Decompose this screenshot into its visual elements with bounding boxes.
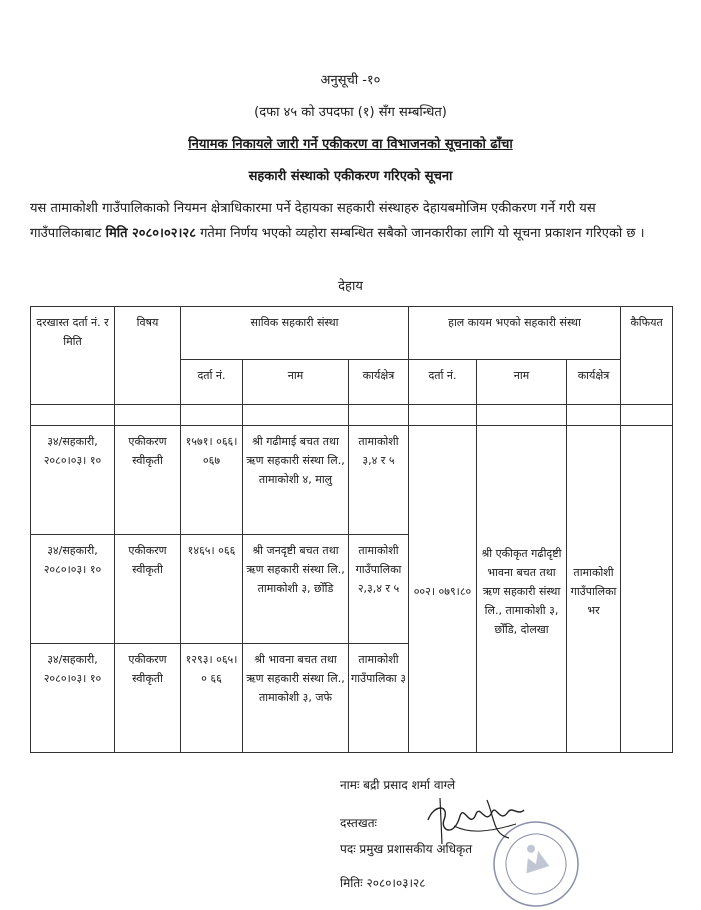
current-area: तामाकोशी गाउँपालिका भर xyxy=(567,426,621,753)
row-former-name: श्री भावना बचत तथा ऋण सहकारी संस्था लि., तामाकोशी ३, जफे xyxy=(243,644,349,753)
schedule-title: अनुसूची -१० xyxy=(320,73,381,88)
row-application: ३४/सहकारी, २०८०।०३। १० xyxy=(31,535,115,644)
header-former-reg: दर्ता नं. xyxy=(181,360,243,405)
table-row xyxy=(31,426,673,535)
row-application: ३४/सहकारी, २०८०।०३। १० xyxy=(31,644,115,753)
current-name: श्री एकीकृत गढीदृष्टी भावना बचत तथा ऋण सहकारी संस्था लि., तामाकोशी ३, छोँडि, दोलखा xyxy=(477,426,567,753)
signatory-name: नामः बद्री प्रसाद शर्मा वाग्ले xyxy=(340,778,456,792)
header-current-name: नाम xyxy=(477,360,567,405)
row-former-reg: १२९३। ०६५।० ६६ xyxy=(181,644,243,753)
header-remarks: कैफियत xyxy=(621,307,673,405)
row-subject: एकीकरण स्वीकृती xyxy=(115,644,181,753)
signature-label: दस्तखतः xyxy=(340,816,377,830)
cooperative-table xyxy=(30,306,673,753)
row-former-name: श्री गढीमाई बचत तथा ऋण सहकारी संस्था लि., तामाकोशी ४, मालु xyxy=(243,426,349,535)
header-application: दरखास्त दर्ता नं. र मिति xyxy=(31,307,115,405)
clause-reference: (दफा ४५ को उपदफा (१) सँग सम्बन्धित) xyxy=(254,105,447,120)
row-former-area: तामाकोशी ३,४ र ५ xyxy=(349,426,409,535)
signature-date: मितिः २०८०।०३।२८ xyxy=(340,876,426,890)
row-subject: एकीकरण स्वीकृती xyxy=(115,535,181,644)
header-former-name: नाम xyxy=(243,360,349,405)
remarks-cell xyxy=(621,426,673,753)
header-current-group: हाल कायम भएको सहकारी संस्था xyxy=(409,307,621,360)
row-former-name: श्री जनदृष्टी बचत तथा ऋण सहकारी संस्था लि., तामाकोशी ३, छोँडि xyxy=(243,535,349,644)
header-current-reg: दर्ता नं. xyxy=(409,360,477,405)
header-current-area: कार्यक्षेत्र xyxy=(567,360,621,405)
row-former-reg: १५७१। ०६६। ०६७ xyxy=(181,426,243,535)
notice-paragraph xyxy=(30,196,670,246)
row-former-reg: १४६५। ०६६ xyxy=(181,535,243,644)
signatory-post: पदः प्रमुख प्रशासकीय अधिकृत xyxy=(340,842,473,856)
row-application: ३४/सहकारी, २०८०।०३। १० xyxy=(31,426,115,535)
current-reg: ००२। ०७९।८० xyxy=(409,426,477,753)
paragraph-part-1: यस तामाकोशी गाउँपालिकाको नियमन क्षेत्राधिकारमा पर्ने देहायका सहकारी संस्थाहरु देहायबमोजिम एकीकरण गर्ने गरी यस गाउँपालिकाबाट xyxy=(30,201,596,241)
notice-heading: सहकारी संस्थाको एकीकरण गरिएको सूचना xyxy=(248,169,453,184)
template-heading: नियामक निकायले जारी गर्ने एकीकरण वा विभाजनको सूचनाको ढाँचा xyxy=(188,137,513,152)
header-former-area: कार्यक्षेत्र xyxy=(349,360,409,405)
signature-tick-mark xyxy=(485,790,515,840)
row-former-area: तामाकोशी गाउँपालिका २,३,४ र ५ xyxy=(349,535,409,644)
row-subject: एकीकरण स्वीकृती xyxy=(115,426,181,535)
header-subject: विषय xyxy=(115,307,181,405)
table-header-row xyxy=(31,307,673,360)
paragraph-part-2: गतेमा निर्णय भएको व्यहोरा सम्बन्धित सबैको जानकारीका लागि यो सूचना प्रकाशन गरिएको छ । xyxy=(195,226,645,241)
decision-date: मिति २०८०।०२।२८ xyxy=(105,226,196,241)
table-caption: देहाय xyxy=(338,279,363,294)
table-spacer-row xyxy=(31,405,673,426)
header-former-group: साविक सहकारी संस्था xyxy=(181,307,409,360)
row-former-area: तामाकोशी गाउँपालिका ३ xyxy=(349,644,409,753)
